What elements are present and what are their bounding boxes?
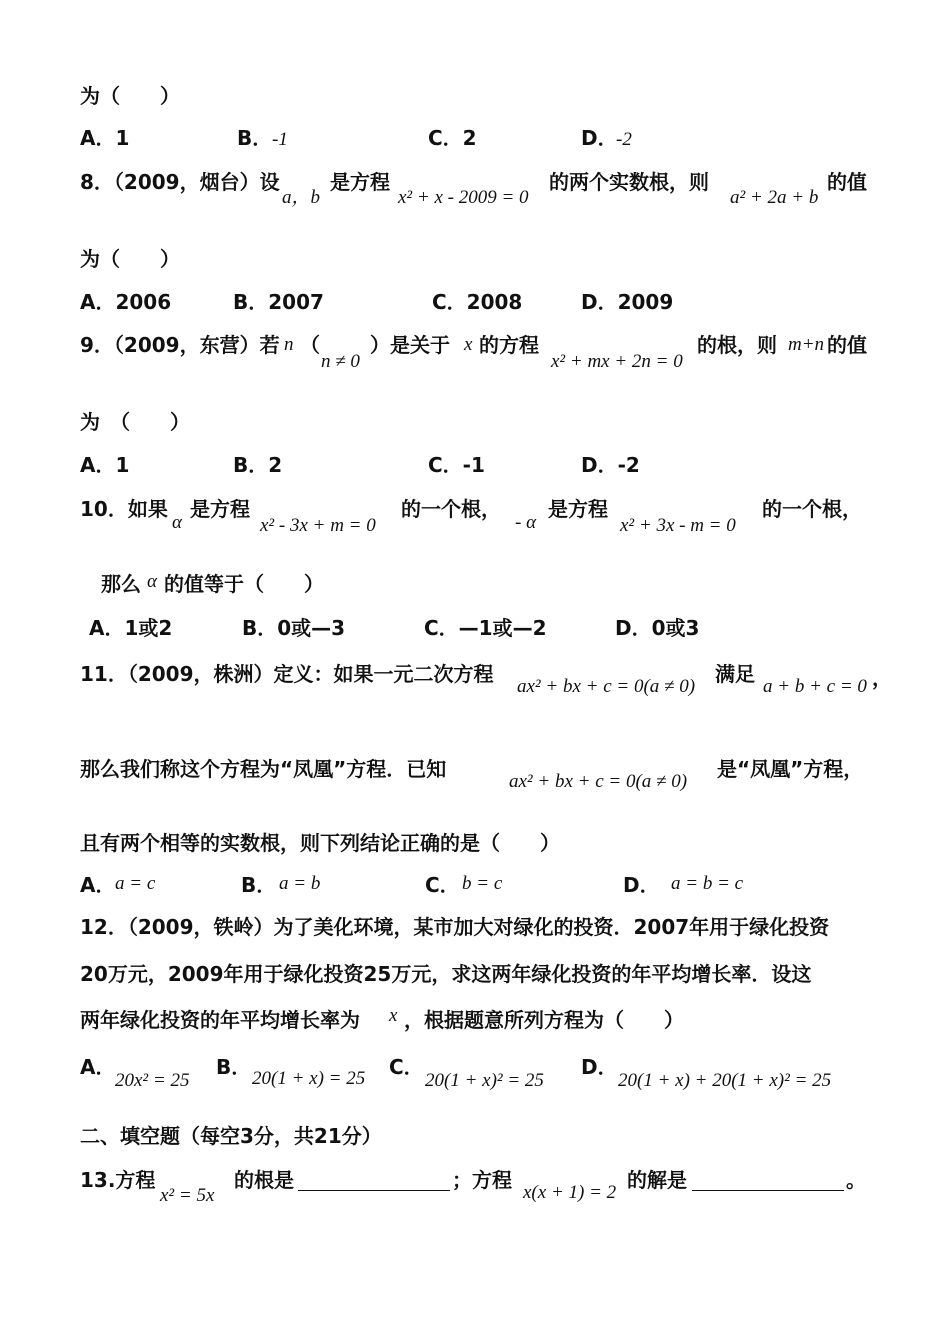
- q12-option-b-math: 20(1 + x) = 25: [252, 1068, 366, 1089]
- q7-options: [0, 126, 950, 166]
- q10-text-2: 是方程: [190, 497, 250, 521]
- q13-line: [0, 1168, 950, 1208]
- q9-option-d: D．-2: [581, 453, 640, 477]
- q9-line-2: [0, 410, 950, 450]
- q12-options: [0, 1055, 950, 1095]
- q12-option-b: B．: [216, 1055, 252, 1079]
- q11-math-equation: ax² + bx + c = 0(a ≠ 0): [517, 676, 696, 697]
- q12-line-3: [0, 1005, 950, 1048]
- q8-text-3: 的两个实数根，则: [549, 170, 709, 194]
- q13-math-equation-1: x² = 5x: [160, 1185, 215, 1206]
- q7-stem-line: [0, 84, 950, 124]
- q11-option-c-math: b = c: [462, 873, 503, 894]
- q11-line-2: [0, 757, 950, 797]
- q10-text-4: 是方程: [548, 497, 608, 521]
- q11-option-d: D．: [623, 873, 660, 897]
- q9-text-4: 的方程: [479, 333, 539, 357]
- q8-option-d: D．2009: [581, 290, 674, 314]
- q8-text-1: 8．（2009，烟台）设: [80, 170, 280, 194]
- q13-text-1: 13.方程: [80, 1168, 156, 1192]
- q9-text-3: ）是关于: [370, 333, 450, 357]
- q9-text-2: （: [300, 333, 320, 357]
- q7-option-d-value: -2: [616, 129, 632, 150]
- q12-text-3a: 两年绿化投资的年平均增长率为: [80, 1008, 360, 1032]
- q8-math-expression: a² + 2a + b: [730, 187, 819, 208]
- q12-option-d-math: 20(1 + x) + 20(1 + x)² = 25: [618, 1070, 832, 1091]
- q8-option-b: B．2007: [233, 290, 324, 314]
- q13-answer-blank-2[interactable]: [692, 1170, 844, 1191]
- q11-text-6: 且有两个相等的实数根，则下列结论正确的是（ ）: [80, 831, 560, 855]
- q9-math-equation: x² + mx + 2n = 0: [551, 351, 683, 372]
- q12-line-1: [0, 915, 950, 955]
- q12-text-1: 12．（2009，铁岭）为了美化环境，某市加大对绿化的投资．2007年用于绿化投资: [80, 915, 830, 939]
- q11-option-a-math: a = c: [115, 873, 156, 894]
- q7-option-b: B．: [237, 126, 273, 150]
- q9-option-b: B．2: [233, 453, 283, 477]
- q10-options: [0, 616, 950, 656]
- q11-option-a: A．: [80, 873, 116, 897]
- q10-option-a: A．1或2: [89, 616, 173, 640]
- q10-math-neg-alpha: - α: [515, 512, 537, 533]
- q8-math-ab: a，b: [282, 187, 321, 208]
- q7-option-a: A．1: [80, 126, 130, 150]
- q13-text-5: 。: [846, 1168, 866, 1192]
- q12-option-c: C．: [389, 1055, 424, 1079]
- q10-option-d: D．0或3: [615, 616, 700, 640]
- q9-math-condition: n ≠ 0: [321, 351, 360, 372]
- q9-text-5: 的根，则: [697, 333, 777, 357]
- q9-option-c: C．-1: [428, 453, 485, 477]
- q9-stem-end: 为 （ ）: [80, 410, 190, 434]
- q8-options: [0, 290, 950, 330]
- q9-math-x: x: [464, 334, 473, 355]
- q12-option-d: D．: [581, 1055, 618, 1079]
- q12-option-a: A．: [80, 1055, 116, 1079]
- q10-math-alpha-2: α: [147, 571, 157, 592]
- section-2-heading: 二、填空题（每空3分，共21分）: [80, 1124, 382, 1148]
- q11-text-2: 满足: [715, 662, 755, 686]
- q9-line-1: [0, 333, 950, 373]
- q11-math-condition: a + b + c = 0: [763, 676, 867, 697]
- q7-option-b-value: -1: [272, 129, 288, 150]
- q13-text-4: 的解是: [627, 1168, 687, 1192]
- q11-option-b: B．: [241, 873, 277, 897]
- q8-stem-end: 为（ ）: [80, 247, 180, 271]
- q7-option-d: D．: [581, 126, 618, 150]
- q10-text-1: 10．如果: [80, 497, 168, 521]
- q12-math-x: x: [389, 1005, 398, 1026]
- q11-line-1: [0, 662, 950, 702]
- q8-text-4: 的值: [827, 170, 867, 194]
- q8-text-2: 是方程: [330, 170, 390, 194]
- q11-math-equation-2: ax² + bx + c = 0(a ≠ 0): [509, 771, 688, 792]
- q10-math-equation-1: x² - 3x + m = 0: [260, 515, 376, 536]
- q12-line-2: [0, 962, 950, 1002]
- q9-option-a: A．1: [80, 453, 130, 477]
- q10-option-c: C．—1或—2: [424, 616, 547, 640]
- q8-line-2: [0, 247, 950, 287]
- q9-math-n: n: [284, 334, 294, 355]
- q13-answer-blank-1[interactable]: [298, 1170, 450, 1191]
- q10-line-1: [0, 497, 950, 537]
- section-2-heading-line: [0, 1124, 950, 1164]
- q12-text-2: 20万元，2009年用于绿化投资25万元，求这两年绿化投资的年平均增长率．设这: [80, 962, 812, 986]
- q8-option-a: A．2006: [80, 290, 172, 314]
- q10-text-5: 的一个根，: [762, 497, 862, 521]
- q12-option-a-math: 20x² = 25: [115, 1070, 190, 1091]
- q9-text-6: 的值: [827, 333, 867, 357]
- q12-option-c-math: 20(1 + x)² = 25: [425, 1070, 544, 1091]
- q10-line-2: [0, 572, 950, 612]
- q8-line-1: [0, 170, 950, 210]
- q10-text-7: 的值等于（ ）: [164, 572, 324, 596]
- q10-option-b: B．0或—3: [242, 616, 346, 640]
- q11-option-b-math: a = b: [279, 873, 321, 894]
- q11-text-3: ，: [872, 666, 892, 690]
- q9-math-mn: m+n: [788, 334, 825, 355]
- q10-text-6: 那么: [101, 572, 141, 596]
- q9-text-1: 9．（2009，东营）若: [80, 333, 280, 357]
- q11-line-3: [0, 831, 950, 871]
- q13-math-equation-2: x(x + 1) = 2: [523, 1182, 617, 1203]
- q11-options: [0, 873, 950, 913]
- q11-text-5: 是“凤凰”方程，: [717, 757, 864, 781]
- q10-text-3: 的一个根，: [401, 497, 501, 521]
- q11-option-d-math: a = b = c: [671, 873, 744, 894]
- q7-option-c: C．2: [428, 126, 477, 150]
- q11-text-1: 11．（2009，株洲）定义：如果一元二次方程: [80, 662, 494, 686]
- q10-math-equation-2: x² + 3x - m = 0: [620, 515, 736, 536]
- q11-text-4: 那么我们称这个方程为“凤凰”方程．已知: [80, 757, 447, 781]
- q8-option-c: C．2008: [432, 290, 523, 314]
- q7-stem: 为（ ）: [80, 84, 180, 108]
- q13-text-2: 的根是: [234, 1168, 294, 1192]
- q13-text-3: ；方程: [452, 1168, 512, 1192]
- q11-option-c: C．: [425, 873, 460, 897]
- q10-math-alpha: α: [172, 512, 182, 533]
- q9-options: [0, 453, 950, 493]
- q12-text-3b: ，根据题意所列方程为（ ）: [404, 1008, 684, 1032]
- q8-math-equation: x² + x - 2009 = 0: [398, 187, 529, 208]
